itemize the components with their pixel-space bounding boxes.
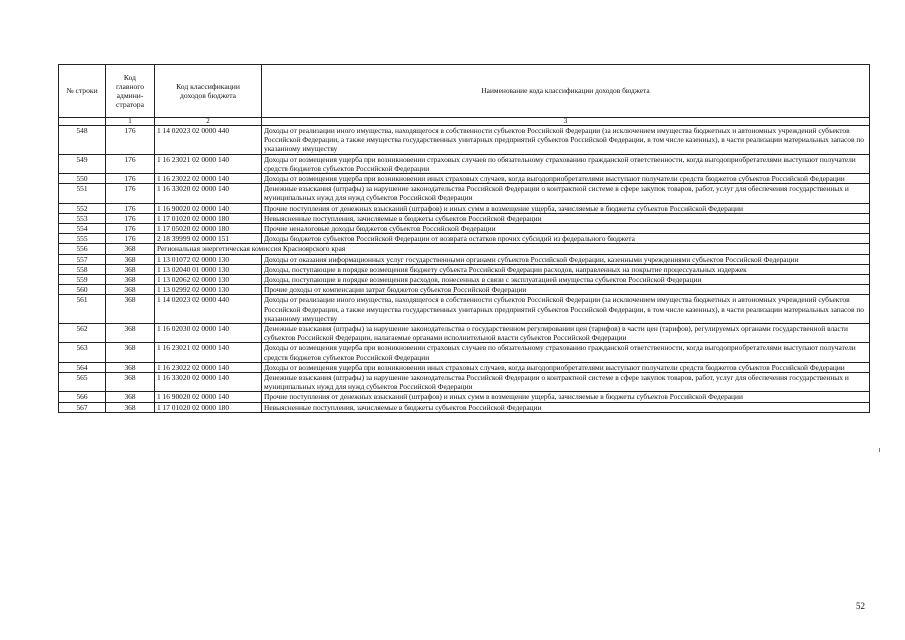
code-name: Прочие неналоговые доходы бюджетов субъектов Российской Федерации <box>262 224 870 234</box>
row-number: 559 <box>59 275 106 285</box>
admin-code: 176 <box>106 203 155 213</box>
document-sheet <box>58 64 869 413</box>
header-code-line: доходов бюджета <box>179 91 236 100</box>
admin-code: 368 <box>106 343 155 362</box>
header-classification-code <box>155 65 262 118</box>
table-row <box>59 343 870 362</box>
admin-code: 176 <box>106 234 155 244</box>
table-row <box>59 285 870 295</box>
classification-code: 1 13 02040 01 0000 130 <box>155 264 262 274</box>
code-name: Доходы от возмещения ущерба при возникновении страховых случаев по обязательному страхованию гражданской ответственности, когда выгодоприобретателями выступают получатели средств бюджетов субъектов Российской Федерации <box>262 154 870 173</box>
code-name: Доходы бюджетов субъектов Российской Федерации от возврата остатков прочих субсидий из федерального бюджета <box>262 234 870 244</box>
code-name: Прочие поступления от денежных взысканий (штрафов) и иных сумм в возмещение ущерба, зачисляемые в бюджеты субъектов Российской Федерации <box>262 203 870 213</box>
code-name: Доходы от возмещения ущерба при возникновении страховых случаев по обязательному страхованию гражданской ответственности, когда выгодоприобретателями выступают получатели средств бюджетов субъектов Российской Федерации <box>262 343 870 362</box>
column-number <box>59 118 106 126</box>
table-body <box>59 126 870 413</box>
row-number: 553 <box>59 213 106 223</box>
row-number: 557 <box>59 254 106 264</box>
classification-code: 1 16 23021 02 0000 140 <box>155 154 262 173</box>
classification-code: 1 17 05020 02 0000 180 <box>155 224 262 234</box>
admin-code: 368 <box>106 264 155 274</box>
row-number: 567 <box>59 402 106 412</box>
table-row <box>59 275 870 285</box>
admin-code: 368 <box>106 324 155 343</box>
row-number: 548 <box>59 126 106 155</box>
admin-code: 368 <box>106 362 155 372</box>
admin-code: 368 <box>106 254 155 264</box>
table-row <box>59 362 870 372</box>
row-number: 551 <box>59 184 106 203</box>
table-row <box>59 254 870 264</box>
code-name: Доходы от реализации иного имущества, находящегося в собственности субъектов Российской Федерации (за исключением имущества бюджетных и автономных учреждений субъектов Российской Федерации, а также имущества государственных унитарных предприятий субъектов Российской Федерации, в том числе казенных), в части реализации материальных запасов по указанному имуществу <box>262 295 870 324</box>
row-number: 554 <box>59 224 106 234</box>
classification-code: 1 14 02023 02 0000 440 <box>155 295 262 324</box>
admin-code: 368 <box>106 295 155 324</box>
table-row <box>59 184 870 203</box>
row-number: 555 <box>59 234 106 244</box>
section-title: Региональная энергетическая комиссия Красноярского края <box>155 244 870 254</box>
code-name: Доходы, поступающие в порядке возмещения бюджету субъекта Российской Федерации расходов, направленных на покрытие процессуальных издержек <box>262 264 870 274</box>
admin-code: 368 <box>106 285 155 295</box>
table-row <box>59 402 870 412</box>
table-row <box>59 154 870 173</box>
table-row <box>59 174 870 184</box>
row-number: 564 <box>59 362 106 372</box>
admin-code: 176 <box>106 224 155 234</box>
table-row <box>59 264 870 274</box>
classification-code: 1 16 33020 02 0000 140 <box>155 373 262 392</box>
classification-code: 1 17 01020 02 0000 180 <box>155 402 262 412</box>
classification-code: 1 13 02992 02 0000 130 <box>155 285 262 295</box>
classification-code: 1 16 90020 02 0000 140 <box>155 392 262 402</box>
column-number: 2 <box>155 118 262 126</box>
header-code-name: Наименование кода классификации доходов бюджета <box>262 65 870 118</box>
admin-code: 368 <box>106 392 155 402</box>
admin-code: 176 <box>106 174 155 184</box>
table-row <box>59 392 870 402</box>
classification-code: 1 16 23022 02 0000 140 <box>155 174 262 184</box>
row-number: 560 <box>59 285 106 295</box>
code-name: Денежные взыскания (штрафы) за нарушение законодательства Российской Федерации о контрактной системе в сфере закупок товаров, работ, услуг для обеспечения государственных и муниципальных нужд для нужд субъектов Российской Федерации <box>262 373 870 392</box>
table-row <box>59 203 870 213</box>
row-number: 558 <box>59 264 106 274</box>
code-name: Прочие поступления от денежных взысканий (штрафов) и иных сумм в возмещение ущерба, зачисляемые в бюджеты субъектов Российской Федерации <box>262 392 870 402</box>
admin-code: 176 <box>106 154 155 173</box>
header-row-number: № строки <box>59 65 106 118</box>
admin-code: 368 <box>106 275 155 285</box>
classification-code: 1 16 02030 02 0000 140 <box>155 324 262 343</box>
row-number: 561 <box>59 295 106 324</box>
code-name: Доходы от оказания информационных услуг государственными органами субъектов Российской Федерации, казенными учреждениями субъектов Российской Федерации <box>262 254 870 264</box>
admin-code: 176 <box>106 184 155 203</box>
table-row <box>59 224 870 234</box>
header-code-line: Код классификации <box>176 81 240 91</box>
header-admin-line: стратора <box>116 100 144 110</box>
code-name: Доходы от возмещения ущерба при возникновении иных страховых случаев, когда выгодоприобретателями выступают получатели средств бюджетов субъектов Российской Федерации <box>262 362 870 372</box>
header-admin-line: админи- <box>116 91 144 100</box>
code-name: Доходы, поступающие в порядке возмещения расходов, понесенных в связи с эксплуатацией имущества субъектов Российской Федерации <box>262 275 870 285</box>
classification-code: 1 16 23022 02 0000 140 <box>155 362 262 372</box>
classification-code: 1 13 01072 02 0000 130 <box>155 254 262 264</box>
code-name: Невыясненные поступления, зачисляемые в бюджеты субъектов Российской Федерации <box>262 402 870 412</box>
budget-classification-table <box>58 64 870 413</box>
classification-code: 1 16 33020 02 0000 140 <box>155 184 262 203</box>
code-name: Прочие доходы от компенсации затрат бюджетов субъектов Российской Федерации <box>262 285 870 295</box>
admin-code: 368 <box>106 244 155 254</box>
header-admin-line: Код <box>123 72 137 82</box>
table-row <box>59 373 870 392</box>
table-row <box>59 213 870 223</box>
classification-code: 1 16 90020 02 0000 140 <box>155 203 262 213</box>
table-row <box>59 234 870 244</box>
scan-mark <box>879 448 880 452</box>
classification-code: 1 17 01020 02 0000 180 <box>155 213 262 223</box>
row-number: 549 <box>59 154 106 173</box>
classification-code: 1 16 23021 02 0000 140 <box>155 343 262 362</box>
row-number: 550 <box>59 174 106 184</box>
page-number: 52 <box>856 601 865 611</box>
classification-code: 1 13 02062 02 0000 130 <box>155 275 262 285</box>
admin-code: 176 <box>106 126 155 155</box>
section-row <box>59 244 870 254</box>
row-number: 566 <box>59 392 106 402</box>
row-number: 552 <box>59 203 106 213</box>
table-row <box>59 324 870 343</box>
classification-code: 2 18 39999 02 0000 151 <box>155 234 262 244</box>
row-number: 556 <box>59 244 106 254</box>
admin-code: 176 <box>106 213 155 223</box>
row-number: 563 <box>59 343 106 362</box>
code-name: Доходы от возмещения ущерба при возникновении иных страховых случаев, когда выгодоприобретателями выступают получатели средств бюджетов субъектов Российской Федерации <box>262 174 870 184</box>
row-number: 565 <box>59 373 106 392</box>
classification-code: 1 14 02023 02 0000 440 <box>155 126 262 155</box>
table-row <box>59 295 870 324</box>
column-number: 3 <box>262 118 870 126</box>
code-name: Невыясненные поступления, зачисляемые в бюджеты субъектов Российской Федерации <box>262 213 870 223</box>
header-admin-line: главного <box>115 81 145 91</box>
code-name: Доходы от реализации иного имущества, находящегося в собственности субъектов Российской Федерации (за исключением имущества бюджетных и автономных учреждений субъектов Российской Федерации, а также имущества государственных унитарных предприятий субъектов Российской Федерации, в том числе казенных), в части реализации материальных запасов по указанному имуществу <box>262 126 870 155</box>
admin-code: 368 <box>106 373 155 392</box>
code-name: Денежные взыскания (штрафы) за нарушение законодательства Российской Федерации о контрактной системе в сфере закупок товаров, работ, услуг для обеспечения государственных и муниципальных нужд для нужд субъектов Российской Федерации <box>262 184 870 203</box>
row-number: 562 <box>59 324 106 343</box>
admin-code: 368 <box>106 402 155 412</box>
code-name: Денежные взыскания (штрафы) за нарушение законодательства о государственном регулировании цен (тарифов) в части цен (тарифов), регулируемых органами государственной власти субъектов Российской Федерации, налагаемые органами исполнительной власти субъектов Российской Федерации <box>262 324 870 343</box>
table-row <box>59 126 870 155</box>
header-admin-code <box>106 65 155 118</box>
column-number: 1 <box>106 118 155 126</box>
